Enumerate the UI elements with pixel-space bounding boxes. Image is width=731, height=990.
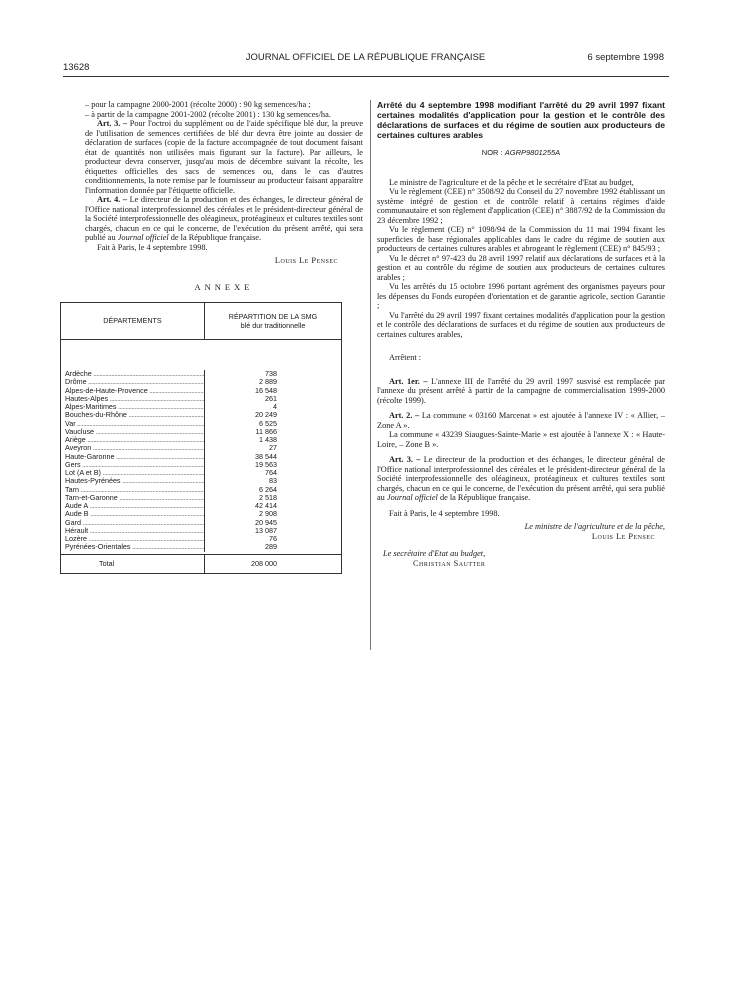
department-value: 2 908	[259, 510, 277, 519]
bullet-item: – pour la campagne 2000-2001 (récolte 2000) : 90 kg semences/ha ;	[85, 100, 311, 109]
article-1-paragraph	[377, 377, 665, 406]
minister-role-text: Le ministre de l'agriculture et de la pêche,	[524, 522, 665, 531]
nor-reference	[377, 148, 665, 158]
journal-reference: Journal officiel	[386, 493, 438, 502]
article-text: Pour l'octroi du supplément ou de l'aide spécifique blé dur, la preuve de l'utilisation de semences certifiées de blé dur devra être jointe au dossier de déclaration de surfaces (copie de la facture accompagnée de tout document faisant état de quantités non utilisées mais figurant sur la facture). Par ailleurs, le producteur devra conserver, jusqu'au mois de décembre suivant la récolte, les étiquettes officielles des sacs de semences ou, dans le cas d'autres conditionnements, la note remise par le fournisseur au producteur faisant apparaître l'information donnée par l'étiquette officielle.	[85, 119, 364, 195]
date-place-line: Fait à Paris, le 4 septembre 1998.	[389, 508, 500, 518]
article-2-paragraph	[377, 411, 665, 430]
nor-label: NOR :	[481, 148, 503, 157]
column-header-departements: DÉPARTEMENTS	[61, 303, 205, 339]
department-name: Bouches-du-Rhône .....	[61, 411, 204, 419]
department-name: Gard .....	[61, 519, 204, 527]
department-name: Lozère .....	[61, 535, 204, 543]
minister-role	[377, 522, 665, 532]
department-value: 764	[265, 469, 277, 477]
article-4-paragraph	[85, 195, 363, 243]
department-name: Aude B .....	[61, 510, 204, 518]
page-number: 13628	[63, 62, 90, 73]
department-name: Alpes-de-Haute-Provence .....	[61, 387, 204, 395]
vu-paragraph: Vu les arrêtés du 15 octobre 1996 portant agrément des organismes payeurs pour les dépenses du Fonds européen d'orientation et de garantie agricole, section Garantie ;	[377, 282, 665, 310]
department-value: 20 249	[255, 411, 277, 420]
arretent-line: Arrêtent :	[389, 353, 422, 362]
department-name: Var .....	[61, 420, 204, 428]
article-label: Art. 3. –	[389, 455, 421, 464]
department-value: 738	[265, 370, 277, 378]
decree-title: Arrêté du 4 septembre 1998 modifiant l'arrêté du 29 avril 1997 fixant certaines modalités d'application pour la gestion et le contrôle des déclarations de surfaces et du régime de soutien aux producteurs de certaines cultures arables	[377, 100, 665, 140]
header-line: RÉPARTITION DE LA SMG	[228, 312, 318, 321]
department-name: Hautes-Pyrénées .....	[61, 477, 204, 485]
distribution-table	[60, 302, 342, 574]
header-rule	[63, 76, 669, 77]
department-value: 83	[269, 477, 277, 486]
department-value: 6 264	[259, 485, 277, 494]
department-value: 13 087	[255, 526, 277, 535]
table-body	[61, 340, 341, 554]
vu-paragraph: Vu le règlement (CEE) n° 3508/92 du Conseil du 27 novembre 1992 établissant un système intégré de gestion et de contrôle relatif à certains régimes d'aide communautaire et son règlement d'application (CEE) n° 3887/92 de la Commission du 23 décembre 1992 ;	[377, 187, 665, 225]
table-header	[61, 303, 341, 340]
department-names	[61, 370, 205, 552]
date-place-line: Fait à Paris, le 4 septembre 1998.	[97, 242, 208, 252]
department-value: 42 414	[255, 502, 277, 510]
department-name: Pyrénées-Orientales .....	[61, 543, 204, 551]
department-name: Aude A .....	[61, 502, 204, 510]
department-value: 6 525	[259, 419, 277, 428]
article-label: Art. 4. –	[97, 195, 128, 204]
intro-paragraph: Le ministre de l'agriculture et de la pêche et le secrétaire d'Etat au budget,	[389, 177, 634, 187]
nor-value: AGRP9801255A	[504, 148, 561, 157]
department-value: 76	[269, 535, 277, 543]
department-value: 20 945	[255, 518, 277, 527]
article-text: L'annexe III de l'arrêté du 29 avril 1997 susvisé est remplacée par l'annexe du présent arrêté à partir de la campagne de commercialisation 1999-2000 (récolte 1999).	[377, 376, 665, 405]
department-value: 289	[265, 543, 277, 552]
total-label-cell	[61, 555, 205, 573]
department-name: Drôme .....	[61, 378, 204, 386]
total-value-cell	[205, 555, 341, 573]
department-value: 4	[273, 403, 277, 411]
total-value: 208 000	[251, 558, 277, 568]
vu-paragraph: Vu le décret n° 97-423 du 28 avril 1997 relatif aux déclarations de surfaces et à la gestion et au contrôle du régime de soutien aux producteurs de certaines cultures arables ;	[377, 253, 665, 282]
vu-paragraph: Vu l'arrêté du 29 avril 1997 fixant certaines modalités d'application pour la gestion et le contrôle des déclarations de surfaces et du régime de soutien aux producteurs de certaines cultures arables,	[377, 310, 665, 339]
right-column	[377, 100, 665, 568]
article-2-second-paragraph: La commune « 43239 Siaugues-Sainte-Marie » est ajoutée à l'annexe X : « Haute-Loire, – Zone B ».	[377, 430, 665, 449]
article-3-paragraph	[377, 455, 665, 503]
department-name: Tarn .....	[61, 486, 204, 494]
article-text: Le directeur de la production et des échanges, le directeur général de l'Office national interprofessionnel des céréales et le président-directeur général de la Société interprofessionnelle des oléagineux, protéagineux et cultures textiles sont chargés, chacun en ce qui le concerne, de l'exécution du présent arrêté, qui sera publié au	[85, 195, 363, 242]
article-label: Art. 2. –	[389, 411, 420, 420]
department-value: 11 866	[255, 427, 277, 436]
department-value: 2 889	[259, 378, 277, 387]
department-values	[205, 370, 341, 552]
secretary-name: Christian Sautter	[413, 558, 486, 568]
secretary-role	[377, 549, 665, 559]
secretary-role-text: Le secrétaire d'Etat au budget,	[383, 549, 486, 558]
department-value: 2 518	[259, 493, 277, 502]
department-name: Gers .....	[61, 461, 204, 469]
signature: Louis Le Pensec	[274, 256, 338, 265]
department-name: Alpes-Maritimes .....	[61, 403, 204, 411]
issue-date: 6 septembre 1998	[587, 52, 664, 63]
department-name: Tarn-et-Garonne .....	[61, 494, 204, 502]
department-name: Haute-Garonne .....	[61, 453, 204, 461]
left-column	[65, 100, 364, 574]
article-text: de la République française.	[170, 233, 262, 242]
department-name: Vaucluse .....	[61, 428, 204, 436]
department-name: Lot (A et B) .....	[61, 469, 204, 477]
department-value: 261	[265, 394, 277, 403]
article-text: La commune « 03160 Marcenat » est ajoutée à l'annexe IV : « Allier, – Zone A ».	[377, 411, 665, 430]
column-separator	[370, 100, 371, 650]
column-header-repartition	[205, 303, 341, 339]
department-name: Ariège .....	[61, 436, 204, 444]
department-name: Hautes-Alpes .....	[61, 395, 204, 403]
article-label: Art. 3. –	[97, 119, 128, 128]
article-text: de la République française.	[439, 493, 531, 502]
table-total-row	[61, 554, 341, 573]
journal-reference: Journal officiel	[117, 233, 169, 242]
annexe-title: ANNEXE	[194, 281, 254, 292]
article-3-paragraph	[85, 119, 363, 195]
total-label: Total	[99, 558, 115, 568]
bullet-item: – à partir de la campagne 2001-2002 (récolte 2001) : 130 kg semences/ha.	[85, 109, 331, 119]
minister-name: Louis Le Pensec	[591, 531, 655, 541]
article-label: Art. 1er. –	[389, 376, 428, 386]
department-value: 27	[269, 444, 277, 453]
article-text: Le directeur de la production et des échanges, le directeur général de l'Office national interprofessionnel des céréales et le président-directeur général de la Société interprofessionnelle des oléagineux, protéagineux et cultures textiles sont chargés, chacun en ce qui le concerne, de l'exécution du présent arrêté, qui sera publié au	[377, 455, 665, 502]
department-name: Ardèche .....	[61, 370, 204, 378]
vu-paragraph: Vu le règlement (CE) n° 1098/94 de la Commission du 11 mai 1994 fixant les superficies de base régionales applicables dans le cadre du régime de soutien aux producteurs de certaines cultures arables et abrogeant le règlement (CEE) n° 845/93 ;	[377, 225, 665, 253]
department-name: Aveyron .....	[61, 444, 204, 452]
department-name: Hérault .....	[61, 527, 204, 535]
department-value: 1 438	[259, 436, 277, 444]
header-line: blé dur traditionnelle	[240, 321, 306, 330]
department-value: 16 548	[255, 386, 277, 395]
department-value: 38 544	[255, 452, 277, 461]
department-value: 19 563	[255, 460, 277, 469]
journal-title: JOURNAL OFFICIEL DE LA RÉPUBLIQUE FRANÇAISE	[245, 52, 486, 63]
